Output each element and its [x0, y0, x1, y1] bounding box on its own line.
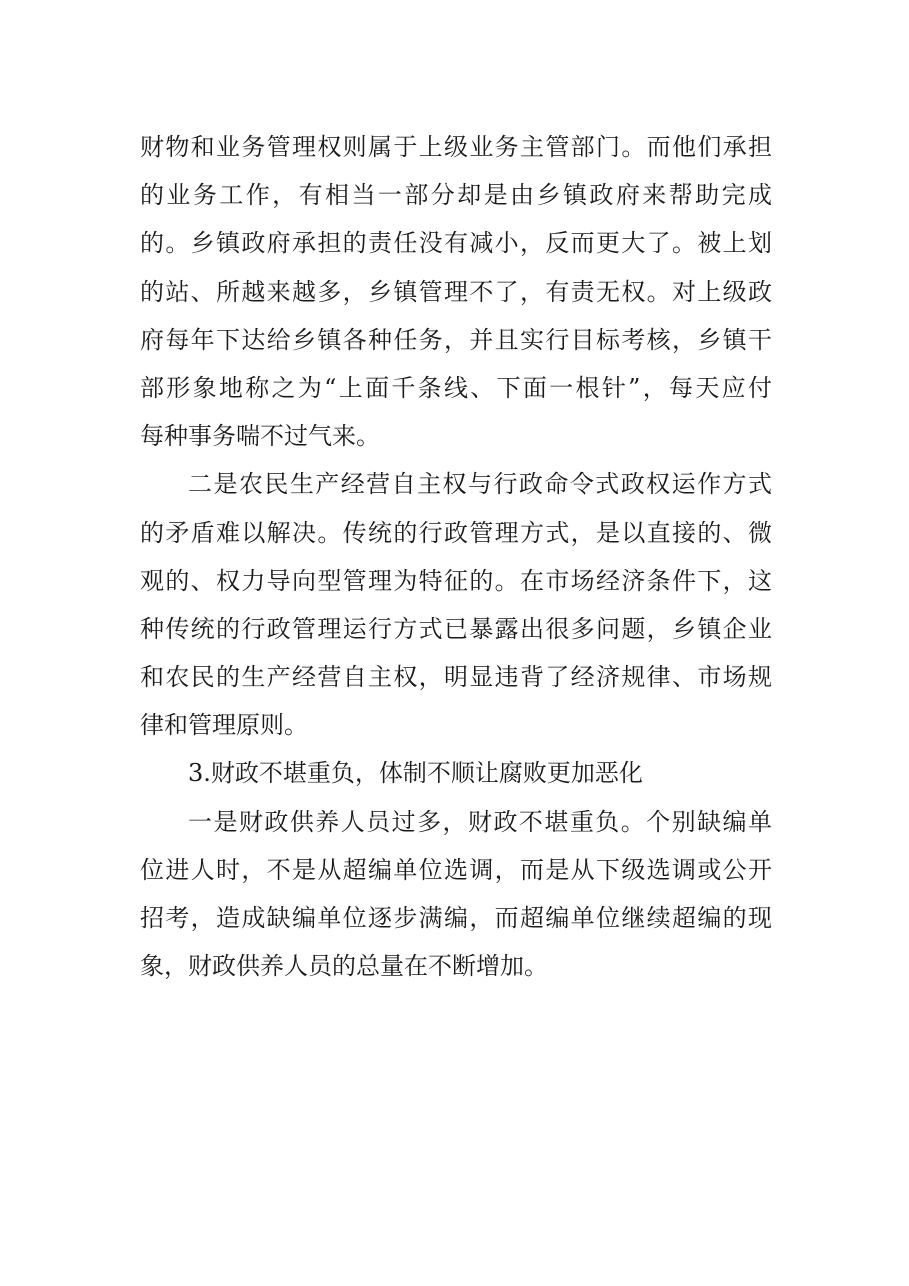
text-line: 招考，造成缺编单位逐步满编，而超编单位继续超编的现 [140, 904, 772, 932]
text-line: 府每年下达给乡镇各种任务，并且实行目标考核，乡镇干 [140, 325, 772, 354]
heading-line: 3.财政不堪重负，体制不顺让腐败更加恶化 [188, 759, 643, 788]
text-line: 二是农民生产经营自主权与行政命令式政权运作方式 [188, 470, 772, 499]
paragraph-3 [140, 798, 772, 991]
text-line: 部形象地称之为“上面千条线、下面一根针”，每天应付 [140, 373, 772, 402]
text-line: 的。乡镇政府承担的责任没有减小，反而更大了。被上划 [140, 229, 772, 258]
text-line: 律和管理原则。 [140, 711, 308, 740]
text-line: 财物和业务管理权则属于上级业务主管部门。而他们承担 [140, 133, 772, 161]
text-line: 观的、权力导向型管理为特征的。在市场经济条件下，这 [140, 566, 772, 595]
text-line: 的站、所越来越多，乡镇管理不了，有责无权。对上级政 [140, 277, 772, 306]
text-line: 位进人时，不是从超编单位选调，而是从下级选调或公开 [140, 855, 772, 884]
text-line: 和农民的生产经营自主权，明显违背了经济规律、市场规 [140, 663, 772, 692]
text-line: 一是财政供养人员过多，财政不堪重负。个别缺编单 [188, 807, 772, 836]
section-heading [140, 749, 772, 797]
text-line: 的业务工作，有相当一部分却是由乡镇政府来帮助完成 [140, 181, 772, 210]
text-line: 象，财政供养人员的总量在不断增加。 [140, 952, 548, 981]
document-body [140, 123, 772, 990]
paragraph-1 [140, 123, 772, 460]
text-line: 每种事务喘不过气来。 [140, 422, 380, 451]
text-line: 种传统的行政管理运行方式已暴露出很多问题，乡镇企业 [140, 614, 772, 643]
text-line: 的矛盾难以解决。传统的行政管理方式，是以直接的、微 [140, 518, 772, 547]
paragraph-2 [140, 460, 772, 749]
